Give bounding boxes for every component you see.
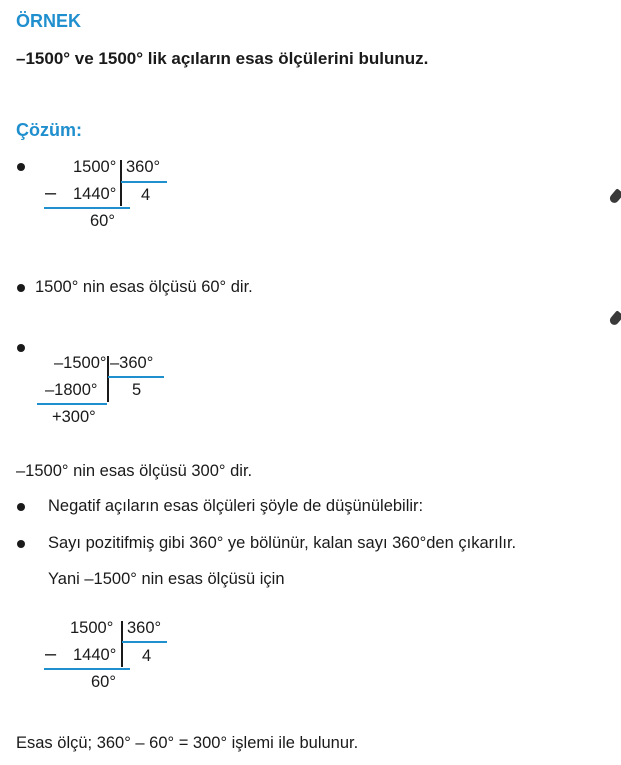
subtraction-line xyxy=(44,668,130,670)
divisor: 360° xyxy=(127,619,162,637)
quotient: 4 xyxy=(141,186,151,204)
divisor-underline xyxy=(121,181,167,183)
example-heading: ÖRNEK xyxy=(16,11,82,31)
quotient: 4 xyxy=(142,647,152,665)
quotient: 5 xyxy=(132,381,142,399)
division-bar xyxy=(107,356,109,402)
dividend: 1500° xyxy=(70,619,114,637)
result-line-2: –1500° nin esas ölçüsü 300° dir. xyxy=(16,462,253,480)
bullet xyxy=(17,284,25,292)
divisor: 360° xyxy=(126,158,161,176)
remainder: +300° xyxy=(52,408,96,426)
subtraction-line xyxy=(37,403,107,405)
division-bar xyxy=(121,621,123,667)
remainder: 60° xyxy=(91,673,116,691)
remainder: 60° xyxy=(90,212,115,230)
solution-heading: Çözüm: xyxy=(16,120,82,140)
bullet xyxy=(17,344,25,352)
subtrahend: –1800° xyxy=(45,381,98,399)
bullet-text-positive: Sayı pozitifmiş gibi 360° ye bölünür, kalan sayı 360°den çıkarılır. xyxy=(48,534,517,552)
subtrahend: 1440° xyxy=(73,646,117,664)
pencil-icon xyxy=(608,310,621,327)
question-text: –1500° ve 1500° lik açıların esas ölçülerini bulunuz. xyxy=(16,49,429,68)
bullet xyxy=(17,503,25,511)
divisor-underline xyxy=(122,641,167,643)
subtraction-line xyxy=(44,207,130,209)
divisor-underline xyxy=(108,376,164,378)
bullet-text-negative: Negatif açıların esas ölçüleri şöyle de düşünülebilir: xyxy=(48,497,424,515)
division-bar xyxy=(120,160,122,206)
minus-sign: – xyxy=(45,643,57,665)
subtrahend: 1440° xyxy=(73,185,117,203)
yani-line: Yani –1500° nin esas ölçüsü için xyxy=(48,570,285,588)
pencil-icon xyxy=(608,188,621,205)
minus-sign: – xyxy=(45,182,57,204)
final-line: Esas ölçü; 360° – 60° = 300° işlemi ile bulunur. xyxy=(16,734,359,752)
dividend: 1500° xyxy=(73,158,117,176)
result-line-1: 1500° nin esas ölçüsü 60° dir. xyxy=(35,278,253,296)
divisor: –360° xyxy=(110,354,154,372)
bullet xyxy=(17,163,25,171)
bullet xyxy=(17,540,25,548)
dividend: –1500° xyxy=(54,354,107,372)
